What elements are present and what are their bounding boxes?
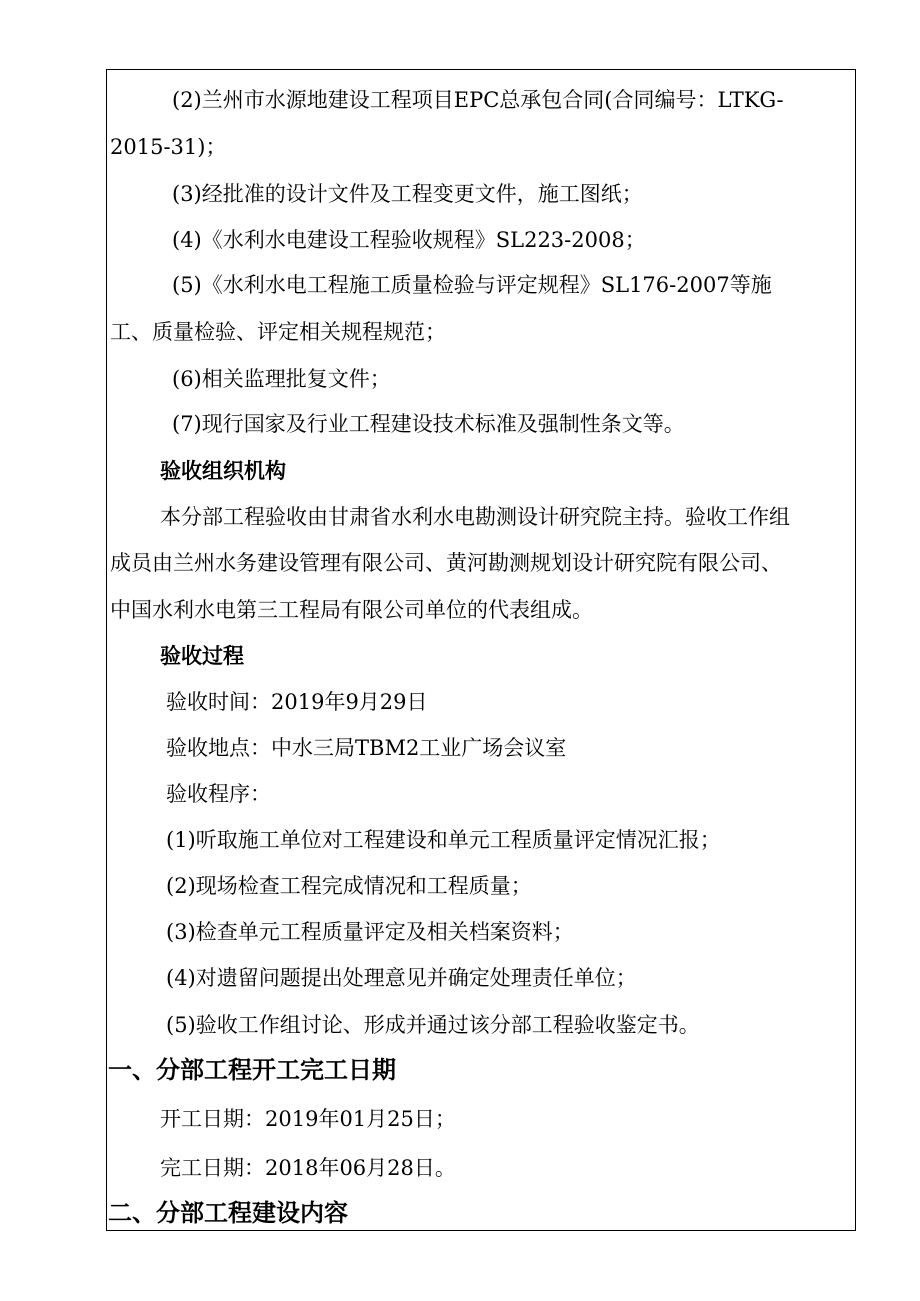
reference-item-5-line1: (5)《水利水电工程施工质量检验与评定规程》SL176-2007等施 (172, 273, 772, 297)
reference-item-6: (6)相关监理批复文件； (172, 367, 391, 391)
procedure-step: (5)验收工作组讨论、形成并通过该分部工程验收鉴定书。 (166, 1013, 700, 1037)
reference-item-2-line1: (2)兰州市水源地建设工程项目EPC总承包合同(合同编号：LTKG- (172, 88, 784, 112)
organization-line-3: 中国水利水电第三工程局有限公司单位的代表组成。 (110, 598, 593, 622)
organization-line-1: 本分部工程验收由甘肃省水利水电勘测设计研究院主持。验收工作组 (160, 505, 790, 529)
acceptance-place: 验收地点：中水三局TBM2工业广场会议室 (166, 736, 567, 760)
reference-item-5-line2: 工、质量检验、评定相关规程规范； (110, 320, 446, 344)
procedure-step: (3)检查单元工程质量评定及相关档案资料； (166, 920, 574, 944)
end-date: 完工日期：2018年06月28日。 (160, 1156, 456, 1180)
reference-item-7: (7)现行国家及行业工程建设技术标准及强制性条文等。 (172, 412, 685, 436)
start-date: 开工日期：2019年01月25日； (160, 1107, 456, 1131)
section-2-heading: 二、分部工程建设内容 (108, 1198, 348, 1227)
reference-item-4: (4)《水利水电建设工程验收规程》SL223-2008； (172, 228, 646, 252)
procedure-step: (2)现场检查工程完成情况和工程质量； (166, 874, 532, 898)
reference-item-2-line2: 2015-31)； (110, 135, 227, 159)
organization-heading: 验收组织机构 (160, 458, 286, 483)
reference-item-3: (3)经批准的设计文件及工程变更文件，施工图纸； (172, 182, 643, 206)
procedure-step: (4)对遗留问题提出处理意见并确定处理责任单位； (166, 966, 637, 990)
section-1-heading: 一、分部工程开工完工日期 (108, 1055, 396, 1084)
acceptance-time: 验收时间：2019年9月29日 (166, 690, 428, 714)
procedure-label: 验收程序： (166, 782, 271, 806)
procedure-step: (1)听取施工单位对工程建设和单元工程质量评定情况汇报； (166, 828, 721, 852)
process-heading: 验收过程 (160, 643, 244, 668)
organization-line-2: 成员由兰州水务建设管理有限公司、黄河勘测规划设计研究院有限公司、 (110, 551, 782, 575)
